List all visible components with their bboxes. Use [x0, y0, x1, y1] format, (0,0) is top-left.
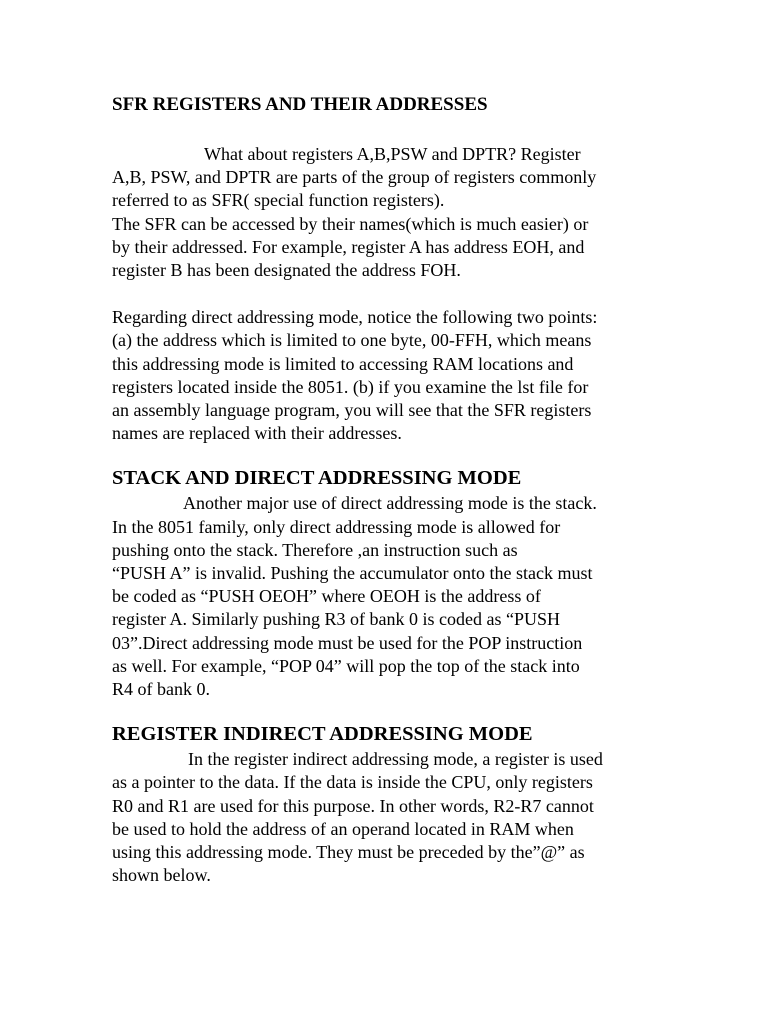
text-line: A,B, PSW, and DPTR are parts of the group of registers commonly: [112, 167, 597, 188]
text-line: registers located inside the 8051. (b) if you examine the lst file for: [112, 376, 589, 397]
section-heading-stack: STACK AND DIRECT ADDRESSING MODE: [112, 467, 522, 490]
text-line: be coded as “PUSH OEOH” where OEOH is the address of: [112, 586, 541, 607]
text-line: as well. For example, “POP 04” will pop the top of the stack into: [112, 655, 580, 676]
text-line: (a) the address which is limited to one byte, 00-FFH, which means: [112, 330, 592, 351]
indirect-paragraph: [112, 748, 672, 887]
spacer: [112, 445, 672, 464]
text-line: Another major use of direct addressing mode is the stack.: [183, 493, 597, 514]
text-line: In the 8051 family, only direct addressing mode is allowed for: [112, 516, 561, 537]
page-title: SFR REGISTERS AND THEIR ADDRESSES: [112, 94, 488, 115]
text-line: an assembly language program, you will see that the SFR registers: [112, 400, 592, 421]
text-line: 03”.Direct addressing mode must be used for the POP instruction: [112, 632, 583, 653]
text-line: pushing onto the stack. Therefore ,an instruction such as: [112, 539, 518, 560]
text-line: The SFR can be accessed by their names(which is much easier) or: [112, 213, 589, 234]
text-line: shown below.: [112, 865, 211, 886]
text-line: as a pointer to the data. If the data is inside the CPU, only registers: [112, 772, 593, 793]
text-line: register B has been designated the address FOH.: [112, 260, 461, 281]
text-line: “PUSH A” is invalid. Pushing the accumulator onto the stack must: [112, 563, 593, 584]
text-line: be used to hold the address of an operand located in RAM when: [112, 818, 574, 839]
spacer: [112, 282, 672, 306]
document-page: [112, 91, 672, 887]
text-line: In the register indirect addressing mode, a register is used: [188, 749, 603, 770]
spacer: [112, 119, 672, 143]
text-line: names are replaced with their addresses.: [112, 423, 402, 444]
text-line: R0 and R1 are used for this purpose. In other words, R2-R7 cannot: [112, 795, 594, 816]
text-line: referred to as SFR( special function registers).: [112, 190, 445, 211]
intro-paragraph: [112, 143, 672, 282]
text-line: using this addressing mode. They must be preceded by the”@” as: [112, 842, 585, 863]
text-line: this addressing mode is limited to accessing RAM locations and: [112, 353, 574, 374]
section-heading-indirect: REGISTER INDIRECT ADDRESSING MODE: [112, 723, 533, 746]
text-line: register A. Similarly pushing R3 of bank 0 is coded as “PUSH: [112, 609, 560, 630]
text-line: R4 of bank 0.: [112, 679, 210, 700]
text-line: What about registers A,B,PSW and DPTR? Register: [204, 144, 581, 164]
direct-addressing-paragraph: [112, 306, 672, 445]
stack-paragraph: [112, 492, 672, 701]
text-line: by their addressed. For example, register A has address EOH, and: [112, 236, 585, 257]
spacer: [112, 701, 672, 720]
text-line: Regarding direct addressing mode, notice the following two points:: [112, 307, 598, 328]
